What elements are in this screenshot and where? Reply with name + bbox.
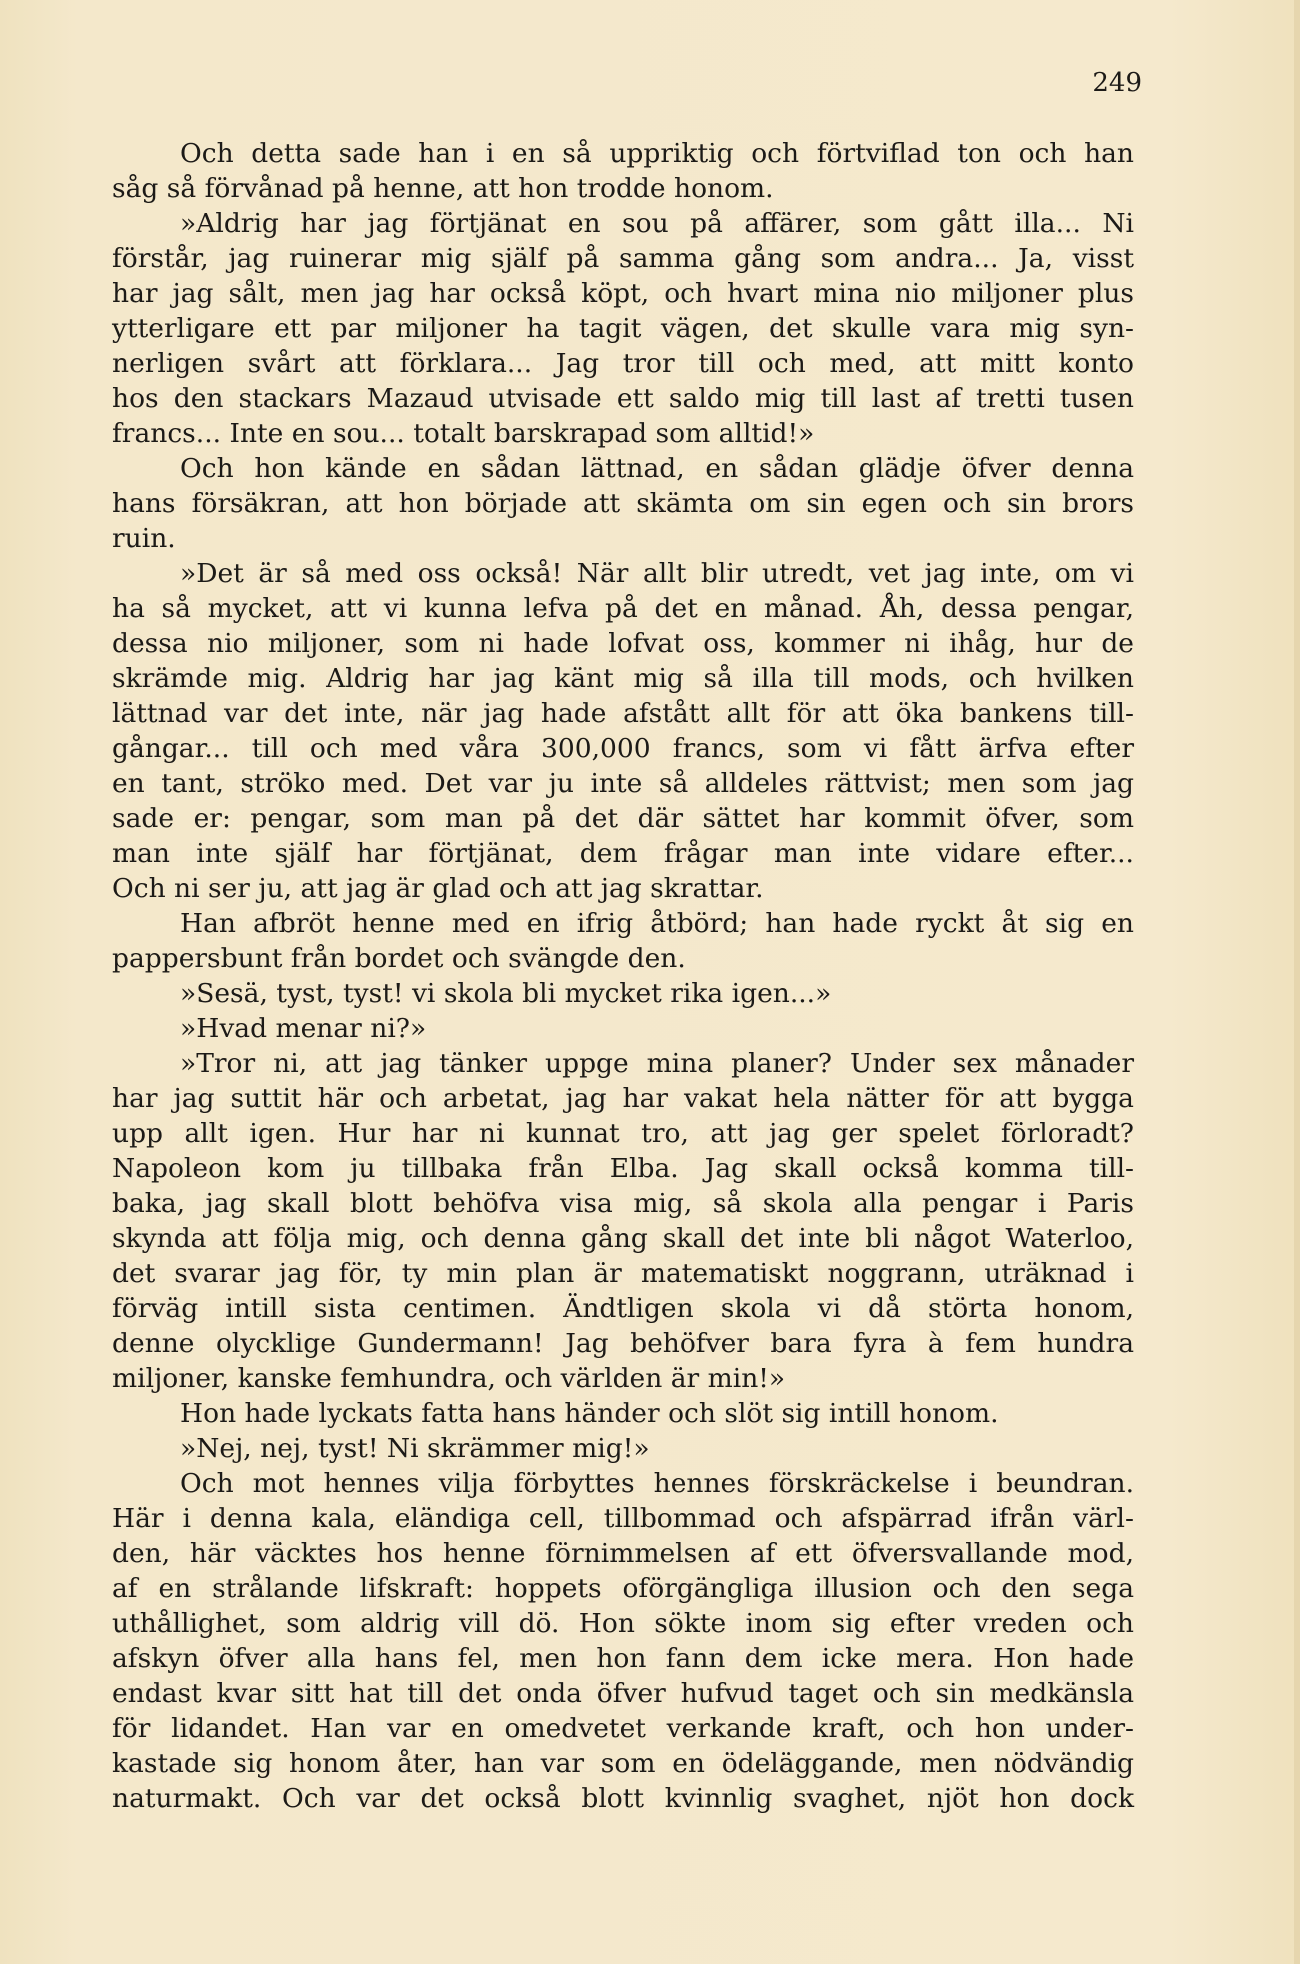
text-line: uthållighet, som aldrig vill dö. Hon sökte inom sig efter vreden och (112, 1608, 1134, 1639)
text-line: Napoleon kom ju tillbaka från Elba. Jag skall också komma till- (112, 1153, 1134, 1184)
text-line: nerligen svårt att förklara... Jag tror till och med, att mitt konto (112, 348, 1134, 379)
text-line: såg så förvånad på henne, att hon trodde honom. (112, 173, 774, 204)
text-line: skynda att följa mig, och denna gång skall det inte bli något Waterloo, (112, 1223, 1134, 1254)
text-line: hans försäkran, att hon började att skämta om sin egen och sin brors (112, 488, 1134, 519)
text-line: Han afbröt henne med en ifrig åtbörd; han hade ryckt åt sig en (180, 908, 1134, 939)
text-line: endast kvar sitt hat till det onda öfver hufvud taget och sin medkänsla (112, 1678, 1134, 1709)
text-line: Och mot hennes vilja förbyttes hennes förskräckelse i beundran. (180, 1468, 1134, 1499)
text-line: upp allt igen. Hur har ni kunnat tro, att jag ger spelet förloradt? (112, 1118, 1134, 1149)
text-line: »Aldrig har jag förtjänat en sou på affärer, som gått illa... Ni (180, 208, 1134, 239)
text-line: man inte själf har förtjänat, dem frågar man inte vidare efter... (112, 838, 1134, 869)
text-line: Och detta sade han i en så uppriktig och förtviflad ton och han (180, 138, 1134, 169)
text-line: gångar... till och med våra 300,000 francs, som vi fått ärfva efter (112, 733, 1134, 764)
text-line: skrämde mig. Aldrig har jag känt mig så illa till mods, och hvilken (112, 663, 1134, 694)
text-line: pappersbunt från bordet och svängde den. (112, 943, 686, 974)
text-line: har jag sålt, men jag har också köpt, och hvart mina nio miljoner plus (112, 278, 1134, 309)
text-line: »Tror ni, att jag tänker uppge mina planer? Under sex månader (180, 1048, 1134, 1079)
text-line: »Nej, nej, tyst! Ni skrämmer mig!» (180, 1433, 650, 1464)
text-line: ytterligare ett par miljoner ha tagit vägen, det skulle vara mig syn- (112, 313, 1134, 344)
body-text (112, 136, 1134, 1816)
text-line: kastade sig honom åter, han var som en ödeläggande, men nödvändig (112, 1748, 1134, 1779)
text-line: en tant, ströko med. Det var ju inte så alldeles rättvist; men som jag (112, 768, 1134, 799)
page-edge-shadow (1294, 0, 1300, 1964)
text-line: »Hvad menar ni?» (180, 1013, 427, 1044)
text-line: ruin. (112, 523, 176, 554)
text-line: naturmakt. Och var det också blott kvinnlig svaghet, njöt hon dock (112, 1783, 1134, 1814)
text-line: sade er: pengar, som man på det där sättet har kommit öfver, som (112, 803, 1134, 834)
page-number: 249 (1092, 68, 1142, 98)
text-line: ha så mycket, att vi kunna lefva på det en månad. Åh, dessa pengar, (112, 593, 1134, 624)
text-line: baka, jag skall blott behöfva visa mig, så skola alla pengar i Paris (112, 1188, 1134, 1219)
text-line: dessa nio miljoner, som ni hade lofvat oss, kommer ni ihåg, hur de (112, 628, 1134, 659)
text-line: denne olycklige Gundermann! Jag behöfver bara fyra à fem hundra (112, 1328, 1134, 1359)
text-line: Och ni ser ju, att jag är glad och att jag skrattar. (112, 873, 764, 904)
text-line: »Sesä, tyst, tyst! vi skola bli mycket rika igen...» (180, 978, 832, 1009)
text-line: Här i denna kala, eländiga cell, tillbommad och afspärrad ifrån värl- (112, 1503, 1134, 1534)
text-line: förväg intill sista centimen. Ändtligen skola vi då störta honom, (112, 1293, 1134, 1324)
text-line: det svarar jag för, ty min plan är matematiskt noggrann, uträknad i (112, 1258, 1134, 1289)
text-line: miljoner, kanske femhundra, och världen är min!» (112, 1363, 786, 1394)
text-line: afskyn öfver alla hans fel, men hon fann dem icke mera. Hon hade (112, 1643, 1134, 1674)
text-line: »Det är så med oss också! När allt blir utredt, vet jag inte, om vi (180, 558, 1134, 589)
text-line: den, här väcktes hos henne förnimmelsen af ett öfversvallande mod, (112, 1538, 1134, 1569)
text-line: francs... Inte en sou... totalt barskrapad som alltid!» (112, 418, 815, 449)
text-line: lättnad var det inte, när jag hade afstått allt för att öka bankens till- (112, 698, 1134, 729)
text-line: för lidandet. Han var en omedvetet verkande kraft, och hon under- (112, 1713, 1134, 1744)
text-line: Och hon kände en sådan lättnad, en sådan glädje öfver denna (180, 453, 1134, 484)
text-line: af en strålande lifskraft: hoppets oförgängliga illusion och den sega (112, 1573, 1134, 1604)
text-line: förstår, jag ruinerar mig själf på samma gång som andra... Ja, visst (112, 243, 1134, 274)
text-line: har jag suttit här och arbetat, jag har vakat hela nätter för att bygga (112, 1083, 1134, 1114)
text-line: hos den stackars Mazaud utvisade ett saldo mig till last af tretti tusen (112, 383, 1134, 414)
text-line: Hon hade lyckats fatta hans händer och slöt sig intill honom. (180, 1398, 999, 1429)
